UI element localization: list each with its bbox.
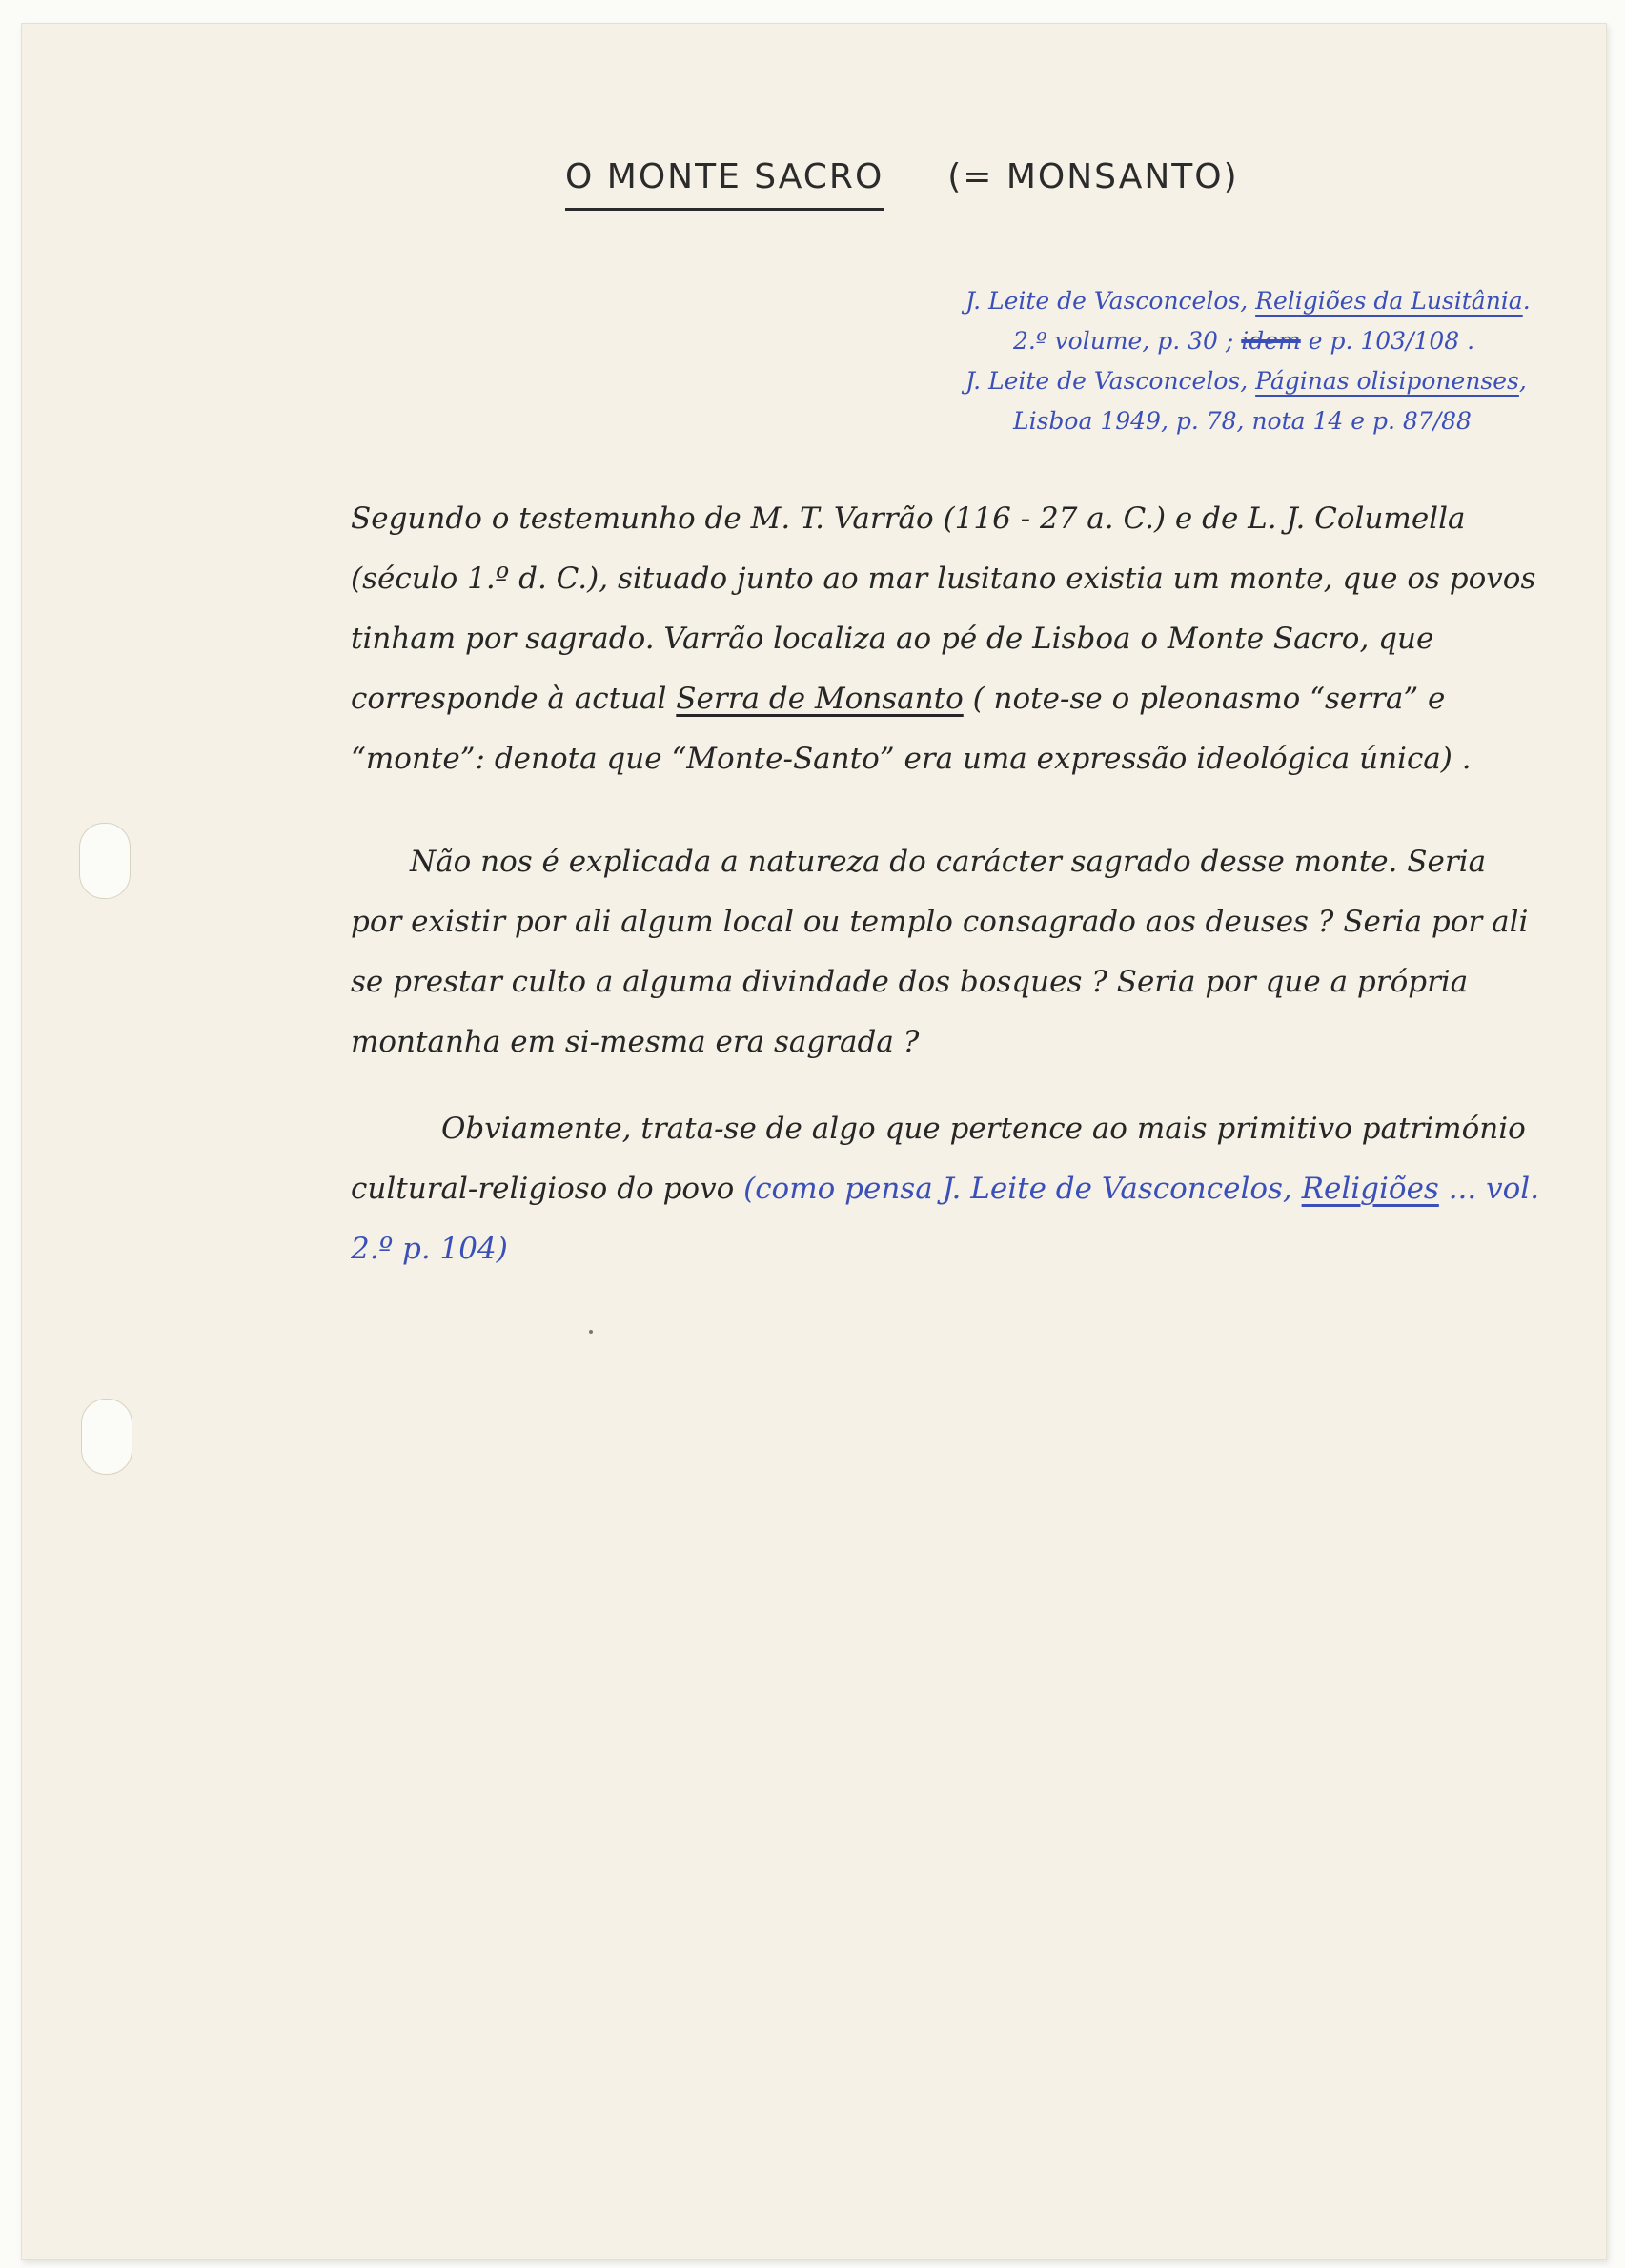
manuscript-sheet [21, 23, 1607, 2260]
reference-line-4 [965, 401, 1607, 441]
paragraph-3 [351, 1099, 1542, 1279]
reference-line-2 [965, 321, 1607, 361]
paragraph-2 [351, 832, 1542, 1073]
bibliographic-references [965, 281, 1607, 441]
reference-punctuation: , [1518, 367, 1527, 395]
paragraph-1 [351, 489, 1542, 789]
page-title [565, 157, 1251, 196]
paragraph-3-text: Obviamente, trata-se de algo que pertence ao mais primitivo património cultural-religioso do povo [351, 1112, 1526, 1206]
title-aside: (= MONSANTO) [947, 157, 1239, 196]
reference-line-3 [965, 361, 1607, 401]
struck-out-word: idem [1241, 327, 1301, 355]
punch-hole-bottom [81, 1399, 132, 1475]
title-main: O MONTE SACRO [565, 157, 884, 211]
reference-work-title: Páginas olisiponenses [1255, 367, 1519, 395]
paragraph-2-text: Não nos é explicada a natureza do carácter sagrado desse monte. Seria por existir por ali algum local ou templo consagrado aos deuses ? Seria por ali se prestar culto a alguma divindade dos bosques ? Seria por que a própria montanha em si-mesma era sagrada ? [351, 845, 1529, 1059]
paragraph-1-text: Segundo o testemunho de M. T. Varrão (116 - 27 a. C.) e de L. J. Columella (século 1.º d. C.), situado junto ao mar lusitano existia um monte, que os povos tinham por sagrado. Varrão localiza ao pé de Lisboa o Monte Sacro, que corresponde à actual [351, 501, 1536, 716]
reference-author: J. Leite de Vasconcelos, [965, 287, 1249, 315]
note-text: (como pensa J. Leite de Vasconcelos, [734, 1172, 1302, 1206]
reference-volume-page: 2.º volume, p. 30 ; [1013, 327, 1234, 355]
ink-speck [589, 1330, 593, 1334]
punch-hole-top [79, 823, 131, 899]
reference-pages: e p. 103/108 . [1308, 327, 1475, 355]
reference-line-1 [965, 281, 1607, 321]
reference-punctuation: . [1522, 287, 1531, 315]
note-text-end: ... vol. 2.º p. 104) [351, 1172, 1540, 1266]
reference-author: J. Leite de Vasconcelos, [965, 367, 1249, 395]
reference-work-title: Religiões da Lusitânia [1255, 287, 1523, 315]
underlined-place-name: Serra de Monsanto [676, 682, 964, 716]
reference-edition-pages: Lisboa 1949, p. 78, nota 14 e p. 87/88 [1013, 407, 1472, 435]
paragraph-1-text-end: ( note-se o pleonasmo “serra” e “monte”: denota que “Monte-Santo” era uma expressão ideológica única) . [351, 682, 1472, 776]
note-underlined-title: Religiões [1301, 1172, 1439, 1206]
